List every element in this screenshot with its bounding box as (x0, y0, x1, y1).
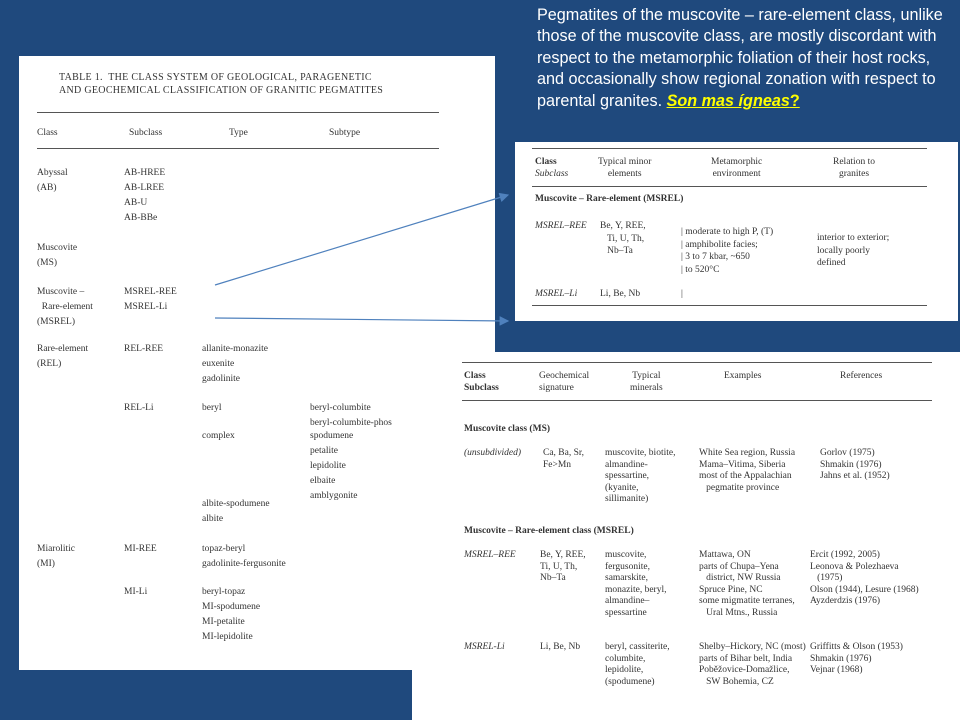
table2-msrel-li-bar: | (681, 289, 683, 299)
table1-muscovite: Muscovite (MS) (37, 243, 78, 268)
table1-miarolitic: Miarolitic (MI) (37, 544, 75, 569)
table3-ms-references: Gorlov (1975) Shmakin (1976) Jahns et al. (1952) (820, 448, 890, 481)
table3-header-examples: Examples (724, 371, 762, 381)
arrow-to-table2 (215, 195, 508, 285)
table3-msrel-li-geochem: Li, Be, Nb (540, 642, 581, 652)
table3-ms-label: (unsubdivided) (464, 448, 521, 458)
table1-rel-li-subtypes-complex: spodumene petalite lepidolite elbaite amblygonite (310, 431, 358, 501)
table3-header-references: References (840, 371, 883, 381)
table1-rel-li-type-albite: albite-spodumene albite (202, 499, 270, 524)
table2-section-msrel: Muscovite – Rare-element (MSREL) (535, 194, 684, 204)
table2-header-minor-elements: Typical minor elements (598, 157, 652, 179)
table3-section-ms: Muscovite class (MS) (464, 424, 551, 434)
table1-header-class: Class (37, 128, 58, 138)
table3-msrel-li-minerals: beryl, cassiterite, columbite, lepidolite, (spodumene) (605, 642, 670, 687)
caption-highlight: Son mas ígneas (666, 91, 790, 110)
table2-msrel-li-elements: Li, Be, Nb (600, 289, 641, 299)
table3-msrel-li-references: Griffitts & Olson (1953) Shmakin (1976) Vejnar (1968) (810, 642, 903, 675)
table3-ms-minerals: muscovite, biotite, almandine- spessartine, (kyanite, sillimanite) (605, 448, 676, 504)
caption-question-mark: ? (789, 91, 800, 110)
table1-mi-li-types: beryl-topaz MI-spodumene MI-petalite MI-lepidolite (202, 587, 261, 642)
table3-header-geochemical: Geochemical signature (539, 371, 590, 393)
table2-msrel-li-label: MSREL–Li (535, 289, 578, 299)
table1-rel-li-type-beryl: beryl (202, 403, 222, 413)
caption-body: Pegmatites of the muscovite – rare-element class, unlike those of the muscovite class, are mostly discordant with respect to the metamorphic foliation of their host rocks, and occasionally show regional zonation with respect to parental granites. (537, 6, 943, 110)
table2-header-metamorphic: Metamorphic environment (711, 157, 763, 179)
table3-msrel-li-examples: Shelby–Hickory, NC (most) parts of Bihar belt, India Poběžovice-Domažlice, SW Bohemia, CZ (699, 642, 806, 687)
table2-msrel-ree-relation: interior to exterior; locally poorly defined (817, 233, 890, 268)
table3-header-class: Class Subclass (464, 371, 499, 393)
table1-rel-li: REL-Li (124, 403, 154, 413)
table3-msrel-li-label: MSREL-Li (464, 642, 505, 652)
table3-msrel-ree-examples: Mattawa, ON parts of Chupa–Yena district, NW Russia Spruce Pine, NC some migmatite terranes, Ural Mtns., Russia (699, 550, 795, 618)
table1-rel-li-type-complex: complex (202, 431, 235, 441)
table1-mi-li: MI-Li (124, 587, 148, 597)
table1-rare-element: Rare-element (REL) (37, 344, 89, 369)
table1-rel-li-subtypes-beryl: beryl-columbite beryl-columbite-phos (310, 403, 392, 428)
table1-title-line2: AND GEOCHEMICAL CLASSIFICATION OF GRANITIC PEGMATITES (59, 85, 384, 96)
arrow-to-table3 (215, 318, 508, 321)
table1-msrel-subclasses: MSREL-REE MSREL-Li (124, 287, 177, 312)
table1-header-type: Type (229, 128, 248, 138)
table3-ms-examples: White Sea region, Russia Mama–Vitima, Siberia most of the Appalachian pegmatite province (699, 448, 796, 493)
table1-abyssal-subclasses: AB-HREE AB-LREE AB-U AB-BBe (124, 168, 166, 223)
table3-ms-geochem: Ca, Ba, Sr, Fe>Mn (543, 448, 585, 470)
table3-section-msrel: Muscovite – Rare-element class (MSREL) (464, 526, 634, 536)
table2-header-relation: Relation to granites (833, 157, 875, 179)
table1-header-subclass: Subclass (129, 128, 163, 138)
table1-rel-ree: REL-REE (124, 344, 164, 354)
table1-mi-ree: MI-REE (124, 544, 157, 554)
table3-msrel-ree-minerals: muscovite, fergusonite, samarskite, monazite, beryl, almandine– spessartine (605, 550, 667, 618)
table1-abyssal: Abyssal (AB) (37, 168, 68, 193)
table2-header-subclass: Subclass (535, 169, 569, 179)
table3-msrel-ree-references: Ercit (1992, 2005) Leonova & Polezhaeva (1975) Olson (1944), Lesure (1968) Ayzderdzis (1976) (810, 550, 919, 606)
table3-header-minerals: Typical minerals (630, 371, 663, 393)
table2-header-class: Class (535, 157, 557, 167)
table2-msrel-ree-metamorphic: | moderate to high P, (T) | amphibolite facies; | 3 to 7 kbar, ~650 | to 520°C (681, 227, 774, 275)
table2-msrel-ree-label: MSREL–REE (535, 221, 587, 231)
table3-msrel-ree-label: MSREL–REE (464, 550, 516, 560)
table1-mi-ree-types: topaz-beryl gadolinite-fergusonite (202, 544, 286, 569)
table1-title-line1: TABLE 1. THE CLASS SYSTEM OF GEOLOGICAL, PARAGENETIC (59, 72, 372, 83)
table3-msrel-ree-geochem: Be, Y, REE, Ti, U, Th, Nb–Ta (540, 550, 586, 583)
table1-header-subtype: Subtype (329, 128, 361, 138)
table2-msrel-ree-elements: Be, Y, REE, Ti, U, Th, Nb–Ta (600, 221, 646, 256)
table1-rel-ree-types: allanite-monazite euxenite gadolinite (202, 344, 268, 384)
table1-msrel: Muscovite – Rare-element (MSREL) (37, 287, 93, 327)
